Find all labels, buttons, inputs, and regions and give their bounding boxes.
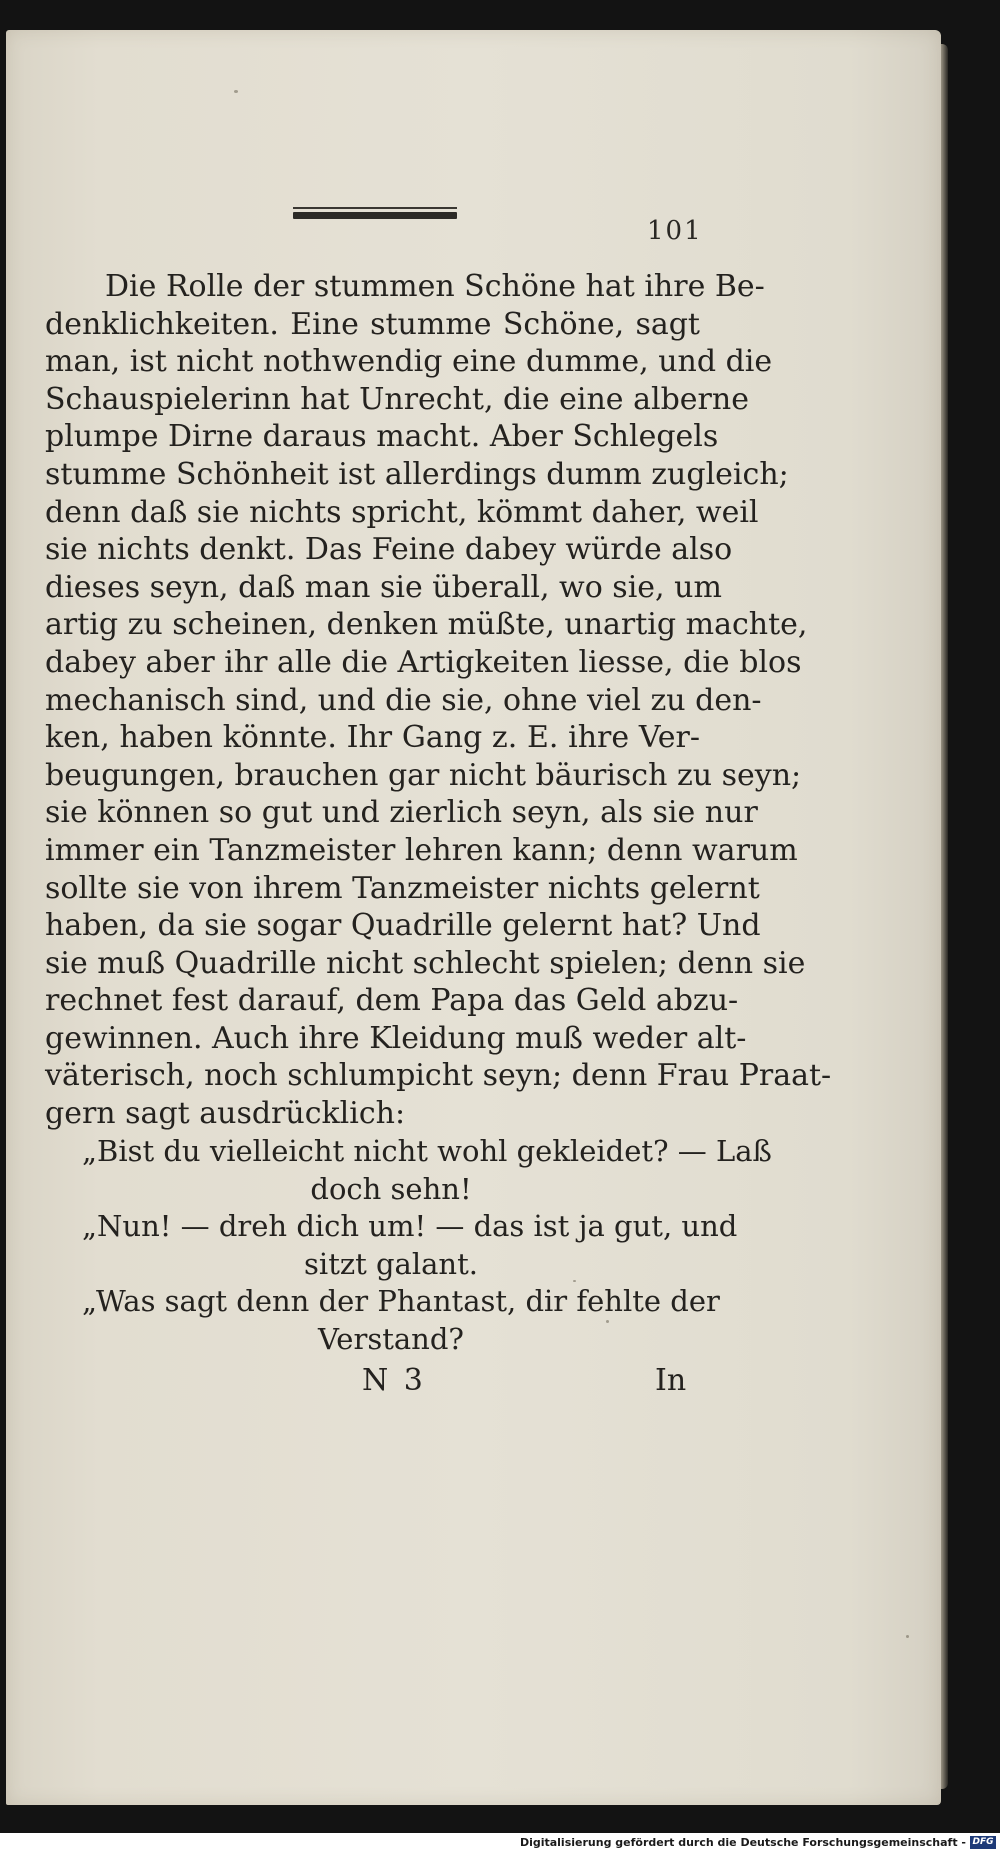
footer-credit-bar xyxy=(0,1833,1000,1853)
verse-line: „Nun! — dreh dich um! — das ist ja gut, und xyxy=(82,1209,738,1244)
text-line: immer ein Tanzmeister lehren kann; denn warum xyxy=(45,832,798,868)
text-line: gewinnen. Auch ihre Kleidung muß weder alt- xyxy=(45,1020,747,1056)
text-line: sie können so gut und zierlich seyn, als sie nur xyxy=(45,795,758,831)
text-line: rechnet fest darauf, dem Papa das Geld abzu- xyxy=(45,983,739,1019)
text-line: artig zu scheinen, denken müßte, unartig machte, xyxy=(45,607,808,643)
funding-credit: Digitalisierung gefördert durch die Deutsche Forschungsgemeinschaft - xyxy=(519,1836,966,1849)
verse-quotation xyxy=(82,1133,772,1359)
text-line: dabey aber ihr alle die Artigkeiten liesse, die blos xyxy=(45,644,802,680)
verse-line-continuation: sitzt galant. xyxy=(304,1246,478,1281)
text-line: dieses seyn, daß man sie überall, wo sie, um xyxy=(45,569,722,605)
signature-mark: N 3 xyxy=(362,1363,426,1398)
text-line: plumpe Dirne daraus macht. Aber Schlegels xyxy=(45,419,719,455)
verse-line: „Was sagt denn der Phantast, dir fehlte der xyxy=(82,1284,720,1319)
verse-line: „Bist du vielleicht nicht wohl gekleidet? — Laß xyxy=(82,1134,772,1168)
header-rule xyxy=(293,212,457,219)
text-line: sie muß Quadrille nicht schlecht spielen; denn sie xyxy=(45,945,806,981)
text-line: mechanisch sind, und die sie, ohne viel zu den- xyxy=(45,682,762,718)
text-line: denklichkeiten. Eine stumme Schöne, sagt xyxy=(45,306,700,342)
dfg-logo: DFG xyxy=(970,1836,996,1849)
text-line: ken, haben könnte. Ihr Gang z. E. ihre Ver- xyxy=(45,720,700,756)
text-line: Die Rolle der stummen Schöne hat ihre Be- xyxy=(105,269,765,304)
page-number: 101 xyxy=(647,216,703,246)
text-line: man, ist nicht nothwendig eine dumme, und die xyxy=(45,344,773,380)
verse-line-continuation: Verstand? xyxy=(318,1321,464,1356)
paper-speck xyxy=(906,1635,909,1638)
paper-speck xyxy=(234,90,238,93)
text-line: stumme Schönheit ist allerdings dumm zugleich; xyxy=(45,456,789,492)
body-paragraph xyxy=(45,268,832,1133)
text-line: Schauspielerinn hat Unrecht, die eine alberne xyxy=(45,381,749,417)
text-line: gern sagt ausdrücklich: xyxy=(45,1096,406,1132)
text-line: beugungen, brauchen gar nicht bäurisch zu seyn; xyxy=(45,757,802,793)
text-line: denn daß sie nichts spricht, kömmt daher, weil xyxy=(45,494,759,530)
text-line: väterisch, noch schlumpicht seyn; denn Frau Praat- xyxy=(45,1058,832,1094)
catchword: In xyxy=(655,1363,687,1398)
text-line: haben, da sie sogar Quadrille gelernt hat? Und xyxy=(45,908,761,944)
verse-line-continuation: doch sehn! xyxy=(310,1171,472,1206)
text-line: sie nichts denkt. Das Feine dabey würde also xyxy=(45,532,733,568)
text-line: sollte sie von ihrem Tanzmeister nichts gelernt xyxy=(45,870,760,906)
